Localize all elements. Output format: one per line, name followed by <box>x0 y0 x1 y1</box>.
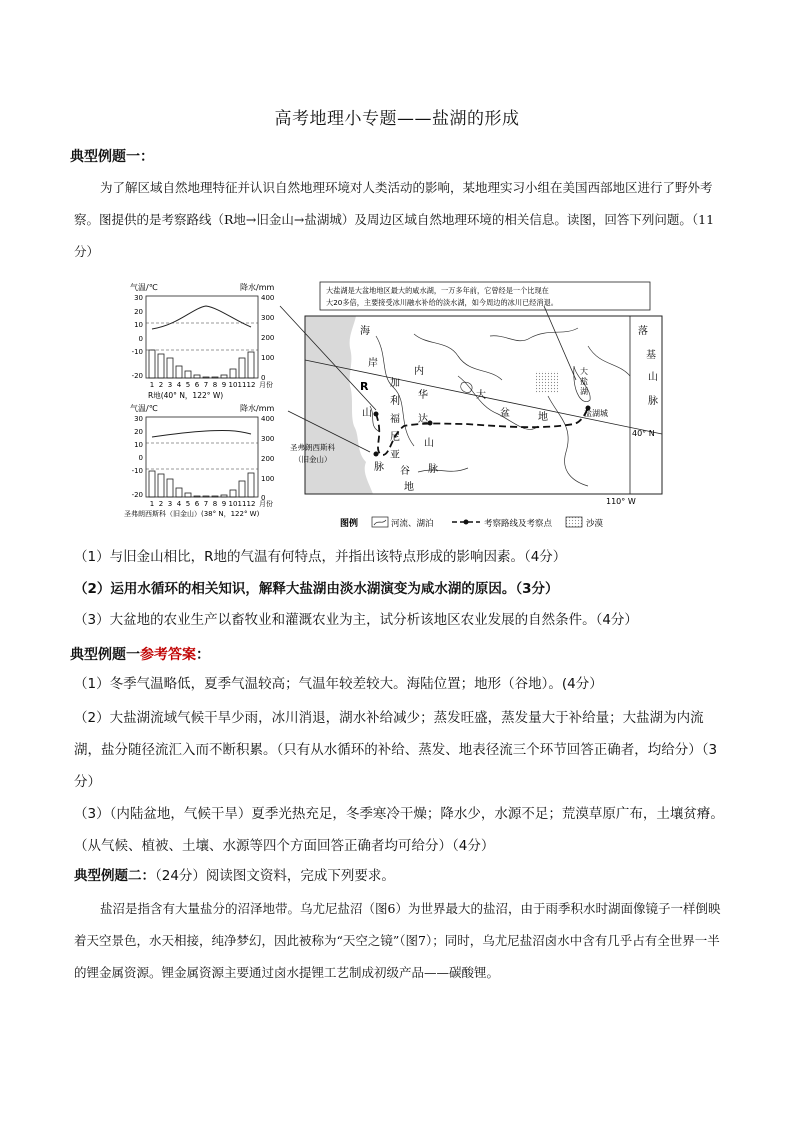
example2-heading-rest: （24分）阅读图文资料，完成下列要求。 <box>155 868 395 884</box>
map-label-li: 利 <box>390 396 400 407</box>
chart-r-right-tick: 400 <box>261 294 275 302</box>
answer-1: （1）冬季气温略低，夏季气温较高；气温年较差较大。海陆位置；地形（谷地）。(4分） <box>74 676 603 692</box>
map-note-line2: 大20多倍，主要接受冰川融水补给的淡水湖，如今周边的冰川已经消退。 <box>326 298 558 307</box>
map-label-r: R <box>360 380 369 393</box>
map-label-nei: 内 <box>414 366 424 377</box>
map-label-shan: 山 <box>424 438 434 449</box>
chart-sf-right-tick: 0 <box>261 494 266 502</box>
map-label-di2: 地 <box>538 412 548 423</box>
example2-text: 盐沼是指含有大量盐分的沼泽地带。乌尤尼盐沼（图6）为世界最大的盐沼，由于雨季积水时湖面像镜子一样倒映着天空景色，水天相接，纯净梦幻，因此被称为“天空之镜”（图7）；同时，乌尤尼盐沼卤水中含有几乎占有全世界一半的锂金属资源。锂金属资源主要通过卤水提锂工艺制成初级产品——碳酸锂。 <box>74 901 721 980</box>
legend-river: 河流、湖泊 <box>391 519 434 529</box>
map-note-line1: 大盐湖是大盆地地区最大的咸水湖，一万多年前，它曾经是一个比现在 <box>326 286 549 295</box>
map-label-coast: 岸 <box>368 358 378 369</box>
map-label-di: 地 <box>404 482 414 493</box>
chart-r-month: 6 <box>194 381 200 389</box>
chart-r-left-tick: 30 <box>134 294 143 302</box>
map-label-40n: 40° N <box>632 429 655 438</box>
chart-sf-month-unit: 月份 <box>259 500 273 508</box>
chart-sf-month: 3 <box>167 500 173 508</box>
chart-r-right-tick: 300 <box>261 314 275 322</box>
chart-r-right-tick: 0 <box>261 374 266 382</box>
chart-r-month: 1 <box>149 381 155 389</box>
chart-sf-month: 11 <box>237 500 247 508</box>
chart-r-month: 10 <box>228 381 238 389</box>
chart-sf-month: 6 <box>194 500 200 508</box>
map-label-ya: 亚 <box>390 450 400 461</box>
example2-heading-line <box>74 860 724 892</box>
answer-heading-red: 参考答案 <box>140 647 196 663</box>
chart-r-month: 8 <box>212 381 218 389</box>
chart-r-precip-label: 降水/mm <box>240 283 275 292</box>
chart-r-month: 9 <box>221 381 227 389</box>
chart-sf-precip-label: 降水/mm <box>240 404 275 413</box>
climate-chart-r <box>130 282 274 401</box>
chart-sf-temp-label: 气温/℃ <box>130 404 158 413</box>
map-label-big: 大 <box>476 390 486 401</box>
map-label-lake-2: 盐 <box>580 377 588 386</box>
chart-r-month: 2 <box>158 381 164 389</box>
chart-sf-month: 4 <box>176 500 182 508</box>
page-title: 高考地理小专题——盐湖的形成 <box>274 109 520 129</box>
climate-chart-sf <box>124 403 274 519</box>
map-label-luo: 落 <box>638 326 648 337</box>
chart-r-left-tick: 0 <box>138 335 143 343</box>
answer-heading-prefix: 典型例题一 <box>70 647 140 663</box>
map-label-da: 达 <box>418 414 428 425</box>
chart-r-right-tick: 100 <box>261 354 275 362</box>
example2-heading: 典型例题二： <box>74 868 155 884</box>
answer-heading <box>70 644 210 664</box>
map-label-ji: 基 <box>646 350 656 361</box>
chart-sf-left-tick: 10 <box>134 441 143 449</box>
map-label-sea: 海 <box>360 326 370 337</box>
chart-r-month-unit: 月份 <box>259 381 273 389</box>
chart-r-month: 4 <box>176 381 182 389</box>
chart-sf-right-tick: 400 <box>261 415 275 423</box>
chart-sf-caption: 圣弗朗西斯科（旧金山）(38° N，122° W) <box>124 510 260 518</box>
chart-r-left-tick: -20 <box>131 372 143 380</box>
chart-r-left-tick: 20 <box>134 308 143 316</box>
chart-sf-right-tick: 200 <box>261 455 275 463</box>
map-label-mai3: 脉 <box>648 396 658 407</box>
chart-sf-month: 2 <box>158 500 164 508</box>
legend-route: 考察路线及考察点 <box>484 519 553 529</box>
chart-r-month: 12 <box>246 381 256 389</box>
chart-r-left-tick: -10 <box>131 348 143 356</box>
chart-r-left-tick: 10 <box>134 321 143 329</box>
chart-r-month: 5 <box>185 381 191 389</box>
question-3: （3）大盆地的农业生产以畜牧业和灌溉农业为主，试分析该地区农业发展的自然条件。（4分） <box>74 612 638 628</box>
chart-sf-left-tick: 20 <box>134 428 143 436</box>
chart-r-caption: R地(40° N，122° W) <box>148 391 224 400</box>
map-label-mai: 脉 <box>374 462 384 473</box>
chart-sf-right-tick: 100 <box>261 475 275 483</box>
legend-title: 图例 <box>340 519 359 529</box>
chart-sf-month: 8 <box>212 500 218 508</box>
map-label-pen: 盆 <box>500 408 510 419</box>
map-label-shan2: 山 <box>648 372 658 383</box>
map-label-110w: 110° W <box>606 497 636 506</box>
chart-sf-left-tick: 30 <box>134 415 143 423</box>
chart-r-month: 11 <box>237 381 247 389</box>
climate-and-map-figure <box>118 276 674 536</box>
map-label-sf-1: 圣弗朗西斯科 <box>290 443 335 452</box>
answer-heading-suffix: ： <box>196 647 210 663</box>
map-label-lake-3: 湖 <box>580 387 588 396</box>
map-label-salt-lake-city: 盐湖城 <box>584 409 608 418</box>
question-2: （2）运用水循环的相关知识，解释大盐湖由淡水湖演变为咸水湖的原因。（3分） <box>74 581 559 597</box>
chart-sf-right-tick: 300 <box>261 435 275 443</box>
map-label-fu: 福 <box>390 414 400 425</box>
chart-r-right-tick: 200 <box>261 334 275 342</box>
example1-heading: 典型例题一： <box>70 149 154 165</box>
chart-sf-left-tick: 0 <box>138 454 143 462</box>
chart-sf-month: 7 <box>203 500 209 508</box>
map-label-mai2: 脉 <box>428 464 438 475</box>
chart-sf-month: 10 <box>228 500 238 508</box>
map-legend <box>340 517 604 529</box>
map-label-ni: 尼 <box>390 432 400 443</box>
chart-sf-month: 1 <box>149 500 155 508</box>
map-label-gu: 谷 <box>400 466 410 477</box>
chart-r-month: 3 <box>167 381 173 389</box>
map-label-coast-mountain: 山 <box>362 408 372 419</box>
answer-3: （3）（内陆盆地，气候干旱）夏季光热充足，冬季寒冷干燥；降水少，水源不足；荒漠草原广布，土壤贫瘠。（从气候、植被、土壤、水源等四个方面回答正确者均可给分）（4分） <box>74 806 724 854</box>
chart-sf-left-tick: -20 <box>131 491 143 499</box>
chart-r-temp-label: 气温/℃ <box>130 283 158 292</box>
region-map <box>280 282 662 506</box>
question-1: （1）与旧金山相比，R地的气温有何特点，并指出该特点形成的影响因素。（4分） <box>74 549 567 565</box>
map-label-jia: 加 <box>390 378 400 389</box>
map-label-sf-2: （旧金山） <box>294 455 332 464</box>
chart-r-month: 7 <box>203 381 209 389</box>
chart-sf-month: 5 <box>185 500 191 508</box>
chart-sf-month: 9 <box>221 500 227 508</box>
map-label-lake-1: 大 <box>580 367 588 376</box>
legend-desert: 沙漠 <box>586 519 604 529</box>
chart-sf-month: 12 <box>246 500 256 508</box>
example1-intro: 为了解区域自然地理特征并认识自然地理环境对人类活动的影响，某地理实习小组在美国西部地区进行了野外考察。图提供的是考察路线（R地→旧金山→盐湖城）及周边区域自然地理环境的相关信息。读图，回答下列问题。（11分） <box>74 180 715 259</box>
chart-sf-left-tick: -10 <box>131 467 143 475</box>
answer-2: （2）大盐湖流域气候干旱少雨，冰川消退，湖水补给减少；蒸发旺盛，蒸发量大于补给量；大盐湖为内流湖，盐分随径流汇入而不断积累。（只有从水循环的补给、蒸发、地表径流三个环节回答正确者，均给分）（3分） <box>74 710 718 790</box>
map-label-hua: 华 <box>418 390 428 401</box>
